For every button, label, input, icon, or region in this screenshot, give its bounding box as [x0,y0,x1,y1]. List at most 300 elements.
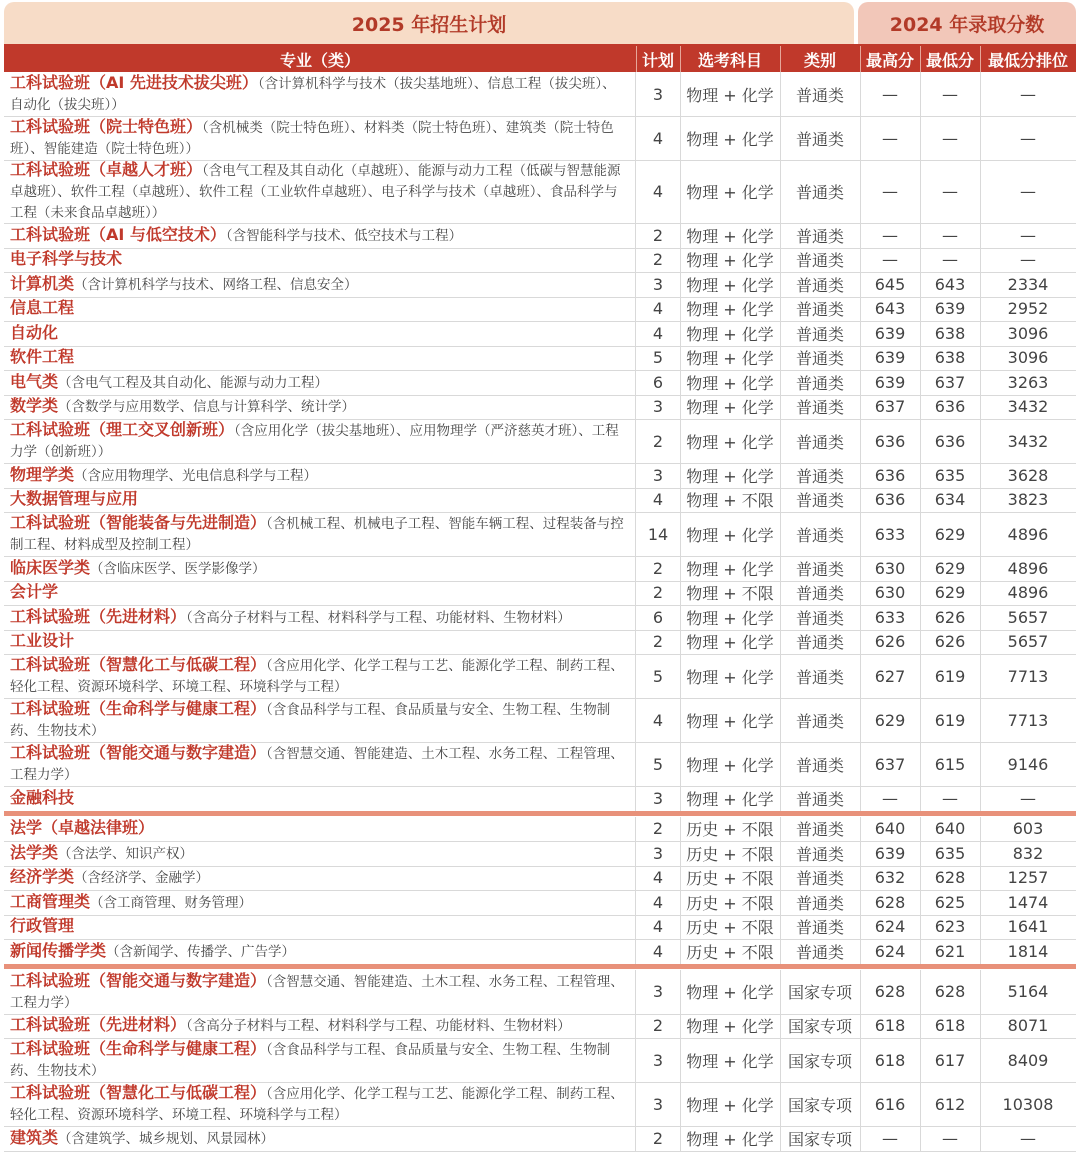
min-score-cell: 643 [920,272,981,297]
subjects-cell: 物理 + 化学 [680,654,781,698]
max-score-cell: 639 [860,370,921,395]
major-name: 工科试验班（先进材料） [10,606,187,626]
major-cell [4,272,636,297]
major-name: 工科试验班（生命科学与健康工程） [10,1039,267,1058]
major-name: 工科试验班（智慧化工与低碳工程） [10,1083,267,1102]
subjects-cell: 物理 + 化学 [680,1082,781,1126]
min-score-cell: 634 [920,488,981,513]
min-rank-cell: 3432 [1007,397,1049,417]
major-note: （含电气工程及其自动化、能源与动力工程） [58,374,329,391]
table-row [4,395,1076,421]
major-text [10,940,295,963]
table-row [4,556,1076,582]
min-score-cell: 638 [920,346,981,371]
major-text [10,1038,629,1082]
min-score-cell: 640 [920,817,981,842]
max-score-cell: 630 [860,556,921,581]
plan-count-cell: 4 [636,297,681,322]
major-name: 会计学 [10,582,59,602]
max-score-cell: 636 [860,419,921,463]
plan-count-cell: 3 [636,1082,681,1126]
min-score-cell: 615 [920,742,981,786]
subjects-cell: 物理 + 化学 [680,321,781,346]
major-text [10,581,58,604]
min-score-cell: 638 [920,321,981,346]
major-text [10,346,74,369]
category-cell: 普通类 [780,72,861,116]
major-name: 工科试验班（AI 先进技术拔尖班） [10,73,258,92]
major-text [10,915,74,938]
plan-count-cell: 2 [636,817,681,842]
category-cell: 普通类 [780,223,861,248]
min-score-cell: 636 [920,395,981,420]
max-score-cell: — [860,160,921,223]
major-note: （含应用化学（拔尖基地班）、应用物理学（严济慈英才班）、工程力学（创新班）） [10,423,619,460]
major-note: （含工商管理、财务管理） [90,894,253,911]
major-name: 工科试验班（智慧化工与低碳工程） [10,655,267,674]
max-score-cell: 616 [860,1082,921,1126]
subjects-cell: 物理 + 不限 [680,581,781,606]
column-header-plan: 计划 [636,46,681,72]
major-name: 数学类 [10,396,59,416]
subjects-cell: 物理 + 化学 [680,970,781,1014]
subjects-cell: 物理 + 化学 [680,116,781,160]
category-cell: 普通类 [780,786,861,811]
major-name: 信息工程 [10,298,75,318]
major-name: 物理学类 [10,464,75,484]
major-cell [4,841,636,866]
max-score-cell: 633 [860,512,921,556]
min-score-cell: 619 [920,654,981,698]
major-text [10,698,629,742]
plan-count-cell: 4 [636,321,681,346]
max-score-cell: 628 [860,890,921,915]
plan-count-cell: 2 [636,581,681,606]
plan-count-cell: 3 [636,395,681,420]
major-cell [4,321,636,346]
min-rank-cell: 2952 [1007,299,1049,319]
major-cell [4,605,636,630]
min-rank-cell: 5657 [1007,607,1049,627]
category-cell: 普通类 [780,915,861,940]
major-text [10,72,629,116]
table-row [4,116,1076,161]
major-name: 建筑类 [10,1127,59,1147]
major-text [10,273,358,296]
plan-count-cell: 3 [636,970,681,1014]
column-header-min-rank: 最低分排位 [987,50,1068,70]
major-name: 电子科学与技术 [10,249,123,269]
major-name: 金融科技 [10,787,75,807]
major-text [10,322,58,345]
category-cell: 普通类 [780,630,861,655]
min-rank-cell: 9146 [1007,754,1049,774]
min-score-cell: 626 [920,605,981,630]
table-row [4,223,1076,249]
plan-count-cell: 3 [636,272,681,297]
min-rank-cell: 832 [1012,843,1044,863]
plan-count-cell: 6 [636,370,681,395]
min-rank-cell: 8409 [1007,1050,1049,1070]
major-note: （含电气工程及其自动化（卓越班）、能源与动力工程（低碳与智慧能源卓越班）、软件工程（卓越班）、软件工程（工业软件卓越班）、电子科学与技术（卓越班）、食品科学与工程（未来食品卓越班）） [10,163,621,221]
min-rank-cell: 1814 [1007,941,1049,961]
major-text [10,159,629,224]
major-name: 工业设计 [10,631,75,651]
min-score-cell: 617 [920,1038,981,1082]
min-rank-cell: 4896 [1007,558,1049,578]
major-cell [4,160,636,223]
min-rank-cell: 5164 [1007,982,1049,1001]
category-cell: 普通类 [780,370,861,395]
category-cell: 普通类 [780,742,861,786]
major-name: 计算机类 [10,273,75,293]
plan-count-cell: 3 [636,1038,681,1082]
table-row [4,346,1076,372]
min-rank-cell: — [1020,1128,1036,1148]
table-row [4,890,1076,916]
category-cell: 普通类 [780,321,861,346]
plan-count-cell: 5 [636,742,681,786]
major-text [10,371,328,394]
max-score-cell: 633 [860,605,921,630]
max-score-cell: 639 [860,841,921,866]
major-name: 经济学类 [10,867,75,887]
category-cell: 普通类 [780,866,861,891]
major-note: （含新闻学、传播学、广告学） [106,943,296,960]
min-rank-cell: 2334 [1007,274,1049,294]
major-cell [4,866,636,891]
max-score-cell: 636 [860,463,921,488]
category-cell: 国家专项 [780,1038,861,1082]
category-cell: 普通类 [780,419,861,463]
subjects-cell: 物理 + 化学 [680,370,781,395]
min-rank-cell: 7713 [1007,666,1049,686]
column-header-row [4,46,1076,72]
min-rank-cell: 1641 [1007,917,1049,937]
score-section-title: 2024 年录取分数 [889,13,1045,36]
section-separator [4,964,1076,969]
table-row [4,915,1076,941]
table-row [4,630,1076,656]
major-cell [4,630,636,655]
major-name: 电气类 [10,371,59,391]
major-cell [4,939,636,964]
category-cell: 国家专项 [780,1082,861,1126]
major-text [10,842,193,865]
major-note: （含建筑学、城乡规划、风景园林） [58,1130,275,1147]
table-row [4,581,1076,607]
table-row [4,605,1076,631]
min-score-cell: 635 [920,463,981,488]
min-rank-cell: 3628 [1007,465,1049,485]
max-score-cell: 637 [860,395,921,420]
plan-count-cell: 4 [636,698,681,742]
major-name: 工商管理类 [10,891,91,911]
table-row [4,698,1076,743]
subjects-cell: 物理 + 化学 [680,419,781,463]
major-text [10,419,629,463]
major-cell [4,1126,636,1151]
min-rank-cell: 3096 [1007,323,1049,343]
major-cell [4,581,636,606]
category-cell: 普通类 [780,841,861,866]
min-score-cell: — [920,160,981,223]
category-cell: 普通类 [780,160,861,223]
max-score-cell: 627 [860,654,921,698]
plan-count-cell: 4 [636,939,681,964]
subjects-cell: 物理 + 化学 [680,297,781,322]
category-cell: 国家专项 [780,970,861,1014]
major-note: （含机械工程、机械电子工程、智能车辆工程、过程装备与控制工程、材料成型及控制工程） [10,516,624,553]
major-cell [4,116,636,160]
category-cell: 普通类 [780,939,861,964]
min-rank-cell: 5657 [1007,632,1049,652]
major-cell [4,488,636,513]
major-cell [4,1014,636,1039]
max-score-cell: 626 [860,630,921,655]
major-name: 法学类 [10,842,59,862]
max-score-cell: 618 [860,1038,921,1082]
major-text [10,970,629,1014]
major-cell [4,1038,636,1082]
min-score-cell: 626 [920,630,981,655]
min-rank-cell: 4896 [1007,524,1049,544]
major-text [10,630,74,653]
major-text [10,787,74,810]
plan-section-header [4,2,854,44]
max-score-cell: 618 [860,1014,921,1039]
major-text [10,891,252,914]
min-score-cell: — [920,116,981,160]
major-name: 工科试验班（智能交通与数字建造） [10,970,267,990]
table-row [4,654,1076,699]
plan-count-cell: 3 [636,786,681,811]
plan-count-cell: 6 [636,605,681,630]
max-score-cell: 624 [860,939,921,964]
major-cell [4,915,636,940]
major-name: 工科试验班（院士特色班） [10,117,203,136]
plan-section-title: 2025 年招生计划 [351,13,507,36]
min-rank-cell: — [1020,182,1036,201]
category-cell: 国家专项 [780,1014,861,1039]
min-score-cell: — [920,223,981,248]
column-header-major: 专业（类） [4,46,637,72]
min-score-cell: 629 [920,581,981,606]
major-cell [4,223,636,248]
min-rank-cell: — [1020,788,1036,808]
major-cell [4,970,636,1014]
min-score-cell: 623 [920,915,981,940]
subjects-cell: 物理 + 化学 [680,698,781,742]
category-cell: 普通类 [780,512,861,556]
plan-count-cell: 3 [636,841,681,866]
max-score-cell: 639 [860,346,921,371]
category-cell: 普通类 [780,395,861,420]
plan-count-cell: 2 [636,1014,681,1039]
major-note: （含高分子材料与工程、材料科学与工程、功能材料、生物材料） [186,1018,571,1035]
major-note: （含经济学、金融学） [74,870,210,887]
min-score-cell: — [920,72,981,116]
major-text [10,116,629,160]
major-note: （含高分子材料与工程、材料科学与工程、功能材料、生物材料） [186,609,571,626]
plan-count-cell: 2 [636,630,681,655]
table-row [4,1126,1076,1152]
max-score-cell: 645 [860,272,921,297]
table-row [4,939,1076,965]
major-note: （含计算机科学与技术、网络工程、信息安全） [74,276,358,293]
subjects-cell: 物理 + 化学 [680,512,781,556]
max-score-cell: — [860,1126,921,1151]
min-rank-cell: — [1020,84,1036,104]
max-score-cell: 643 [860,297,921,322]
major-note: （含应用化学、化学工程与工艺、能源化学工程、制药工程、轻化工程、资源环境科学、环境工程、环境科学与工程） [10,658,624,695]
major-text [10,224,462,247]
min-rank-cell: 8071 [1007,1016,1049,1036]
min-score-cell: — [920,248,981,273]
major-name: 工科试验班（生命科学与健康工程） [10,699,267,718]
plan-count-cell: 3 [636,72,681,116]
max-score-cell: 637 [860,742,921,786]
min-score-cell: — [920,1126,981,1151]
major-name: 工科试验班（先进材料） [10,1015,187,1035]
min-rank-cell: 3432 [1007,431,1049,451]
category-cell: 国家专项 [780,1126,861,1151]
major-name: 法学（卓越法律班） [10,818,155,838]
major-note: （含智能科学与技术、低空技术与工程） [225,227,463,244]
subjects-cell: 物理 + 化学 [680,463,781,488]
major-text [10,866,209,889]
subjects-cell: 物理 + 化学 [680,346,781,371]
major-cell [4,72,636,116]
table-row [4,512,1076,557]
major-text [10,1127,274,1150]
major-text [10,742,629,786]
max-score-cell: — [860,786,921,811]
category-cell: 普通类 [780,272,861,297]
subjects-cell: 历史 + 不限 [680,817,781,842]
subjects-cell: 物理 + 化学 [680,630,781,655]
plan-count-cell: 5 [636,654,681,698]
major-cell [4,1082,636,1126]
plan-count-cell: 2 [636,419,681,463]
major-cell [4,654,636,698]
table-row [4,321,1076,347]
major-text [10,1082,629,1126]
subjects-cell: 物理 + 化学 [680,1014,781,1039]
max-score-cell: — [860,248,921,273]
category-cell: 普通类 [780,248,861,273]
major-cell [4,297,636,322]
min-score-cell: — [920,786,981,811]
table-row [4,72,1076,117]
table-row [4,370,1076,396]
min-score-cell: 618 [920,1014,981,1039]
min-score-cell: 629 [920,556,981,581]
min-rank-cell: 3823 [1007,490,1049,510]
major-text [10,606,571,629]
major-cell [4,248,636,273]
subjects-cell: 历史 + 不限 [680,841,781,866]
max-score-cell: 640 [860,817,921,842]
max-score-cell: — [860,72,921,116]
subjects-cell: 物理 + 化学 [680,223,781,248]
major-cell [4,742,636,786]
subjects-cell: 物理 + 化学 [680,742,781,786]
major-note: （含智慧交通、智能建造、土木工程、水务工程、工程管理、工程力学） [10,973,624,1011]
subjects-cell: 物理 + 化学 [680,395,781,420]
min-score-cell: 625 [920,890,981,915]
major-cell [4,556,636,581]
min-score-cell: 636 [920,419,981,463]
major-name: 工科试验班（卓越人才班） [10,160,203,179]
min-rank-cell: 1474 [1007,892,1049,912]
major-cell [4,817,636,842]
plan-count-cell: 3 [636,463,681,488]
category-cell: 普通类 [780,605,861,630]
max-score-cell: 628 [860,970,921,1014]
min-score-cell: 637 [920,370,981,395]
major-note: （含应用物理学、光电信息科学与工程） [74,467,318,484]
major-cell [4,419,636,463]
category-cell: 普通类 [780,890,861,915]
table-row [4,297,1076,323]
major-text [10,1014,571,1037]
max-score-cell: 630 [860,581,921,606]
max-score-cell: — [860,116,921,160]
min-rank-cell: 4896 [1007,583,1049,603]
subjects-cell: 物理 + 不限 [680,488,781,513]
min-rank-cell: 3096 [1007,348,1049,368]
major-cell [4,395,636,420]
category-cell: 普通类 [780,297,861,322]
plan-count-cell: 4 [636,866,681,891]
table-row [4,841,1076,867]
category-cell: 普通类 [780,698,861,742]
table-row [4,742,1076,787]
major-note: （含应用化学、化学工程与工艺、能源化学工程、制药工程、轻化工程、资源环境科学、环境工程、环境科学与工程） [10,1086,624,1123]
major-cell [4,346,636,371]
category-cell: 普通类 [780,817,861,842]
subjects-cell: 物理 + 化学 [680,786,781,811]
major-name: 临床医学类 [10,557,91,577]
subjects-cell: 物理 + 化学 [680,160,781,223]
major-text [10,395,355,418]
plan-count-cell: 4 [636,915,681,940]
major-cell [4,890,636,915]
min-rank-cell: 603 [1012,819,1044,839]
plan-count-cell: 4 [636,116,681,160]
min-score-cell: 619 [920,698,981,742]
table-row [4,786,1076,812]
table-row [4,1082,1076,1127]
subjects-cell: 物理 + 化学 [680,72,781,116]
major-text [10,817,154,840]
major-text [10,297,74,320]
subjects-cell: 历史 + 不限 [680,939,781,964]
category-cell: 普通类 [780,116,861,160]
max-score-cell: 636 [860,488,921,513]
table-row [4,1038,1076,1083]
min-score-cell: 628 [920,866,981,891]
major-name: 工科试验班（AI 与低空技术） [10,224,226,244]
column-header-category: 类别 [780,46,861,72]
max-score-cell: 632 [860,866,921,891]
table-row [4,970,1076,1015]
max-score-cell: — [860,223,921,248]
category-cell: 普通类 [780,654,861,698]
major-text [10,557,266,580]
plan-count-cell: 4 [636,890,681,915]
